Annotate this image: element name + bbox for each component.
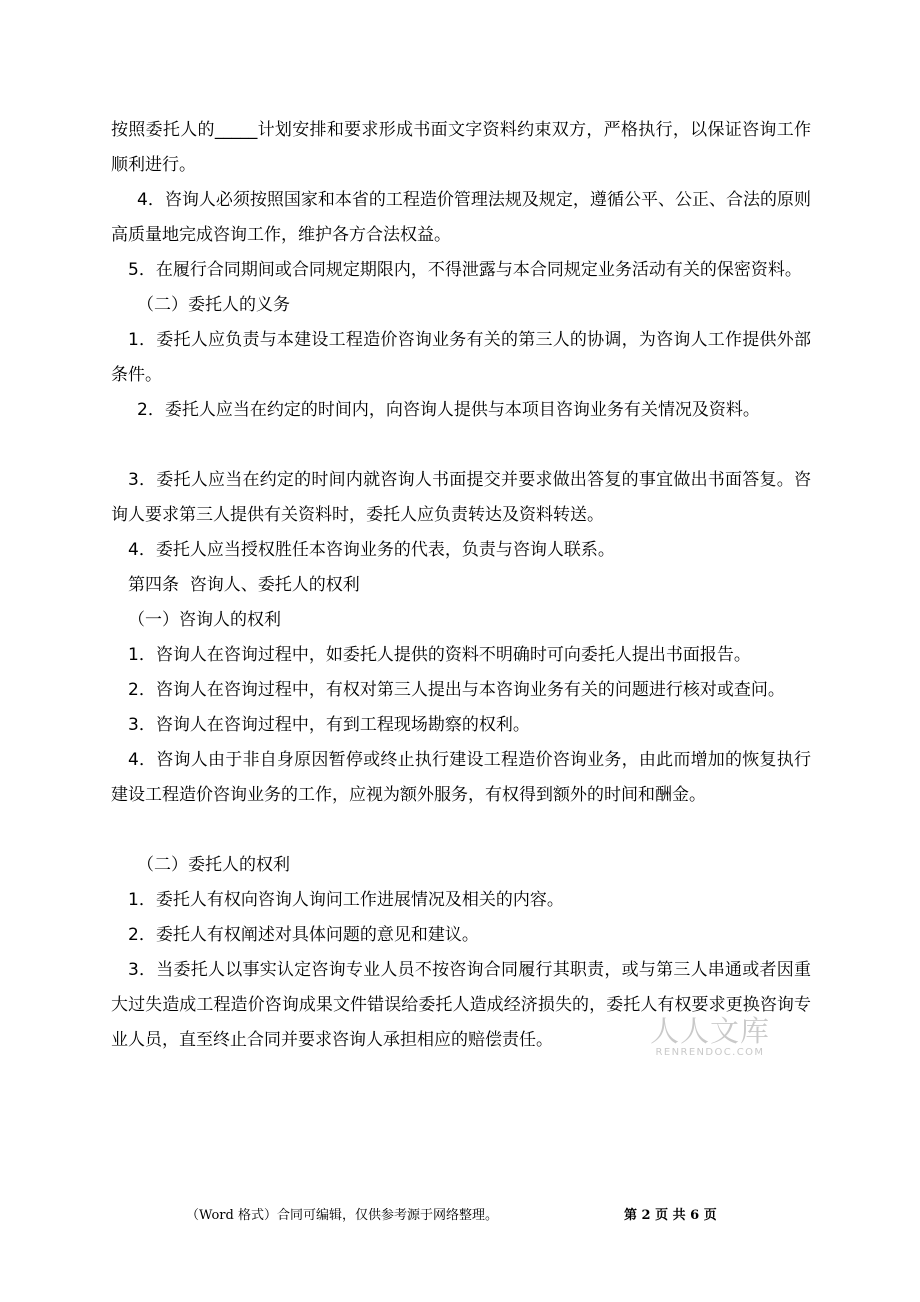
paragraph: 4．咨询人必须按照国家和本省的工程造价管理法规及规定，遵循公平、公正、合法的原则高质量地完成咨询工作，维护各方合法权益。 [111,190,811,245]
footer-note: （Word 格式）合同可编辑，仅供参考源于网络整理。 [186,1208,498,1223]
page-footer [0,1206,920,1226]
page-indicator: 第 2 页 共 6 页 [624,1208,717,1223]
paragraph: 4．咨询人由于非自身原因暂停或终止执行建设工程造价咨询业务，由此而增加的恢复执行建设工程造价咨询业务的工作，应视为额外服务，有权得到额外的时间和酬金。 [111,750,811,805]
section-heading: （二）委托人的权利 [137,855,290,875]
paragraph: 按照委托人的_____计划安排和要求形成书面文字资料约束双方，严格执行，以保证咨询工作顺利进行。 [111,120,811,175]
paragraph: 5．在履行合同期间或合同规定期限内，不得泄露与本合同规定业务活动有关的保密资料。 [128,260,802,280]
document-body [111,113,811,1058]
section-heading: （二）委托人的义务 [137,295,290,315]
paragraph: 3．咨询人在咨询过程中，有到工程现场勘察的权利。 [128,715,530,735]
watermark-domain: RENRENDOC.COM [655,1047,765,1058]
watermark-title: 人人文库 [649,1014,770,1048]
paragraph: 3．委托人应当在约定的时间内就咨询人书面提交并要求做出答复的事宜做出书面答复。咨询人要求第三人提供有关资料时，委托人应负责转达及资料转送。 [111,470,811,525]
paragraph: 2．委托人应当在约定的时间内，向咨询人提供与本项目咨询业务有关情况及资料。 [137,400,760,420]
paragraph: 4．委托人应当授权胜任本咨询业务的代表，负责与咨询人联系。 [128,540,615,560]
paragraph: 3．当委托人以事实认定咨询专业人员不按咨询合同履行其职责，或与第三人串通或者因重大过失造成工程造价咨询成果文件错误给委托人造成经济损失的，委托人有权要求更换咨询专业人员，直至终止合同并要求咨询人承担相应的赔偿责任。 [111,960,811,1050]
section-heading: （一）咨询人的权利 [128,610,281,630]
article-heading: 第四条 咨询人、委托人的权利 [128,575,360,595]
watermark-logo [648,1015,772,1059]
paragraph: 2．咨询人在咨询过程中，有权对第三人提出与本咨询业务有关的问题进行核对或查问。 [128,680,785,700]
paragraph: 1．咨询人在咨询过程中，如委托人提供的资料不明确时可向委托人提出书面报告。 [128,645,751,665]
blank-line [111,428,811,463]
blank-line [111,813,811,848]
paragraph: 2．委托人有权阐述对具体问题的意见和建议。 [128,925,479,945]
paragraph: 1．委托人有权向咨询人询问工作进展情况及相关的内容。 [128,890,564,910]
paragraph: 1．委托人应负责与本建设工程造价咨询业务有关的第三人的协调，为咨询人工作提供外部条件。 [111,330,811,385]
